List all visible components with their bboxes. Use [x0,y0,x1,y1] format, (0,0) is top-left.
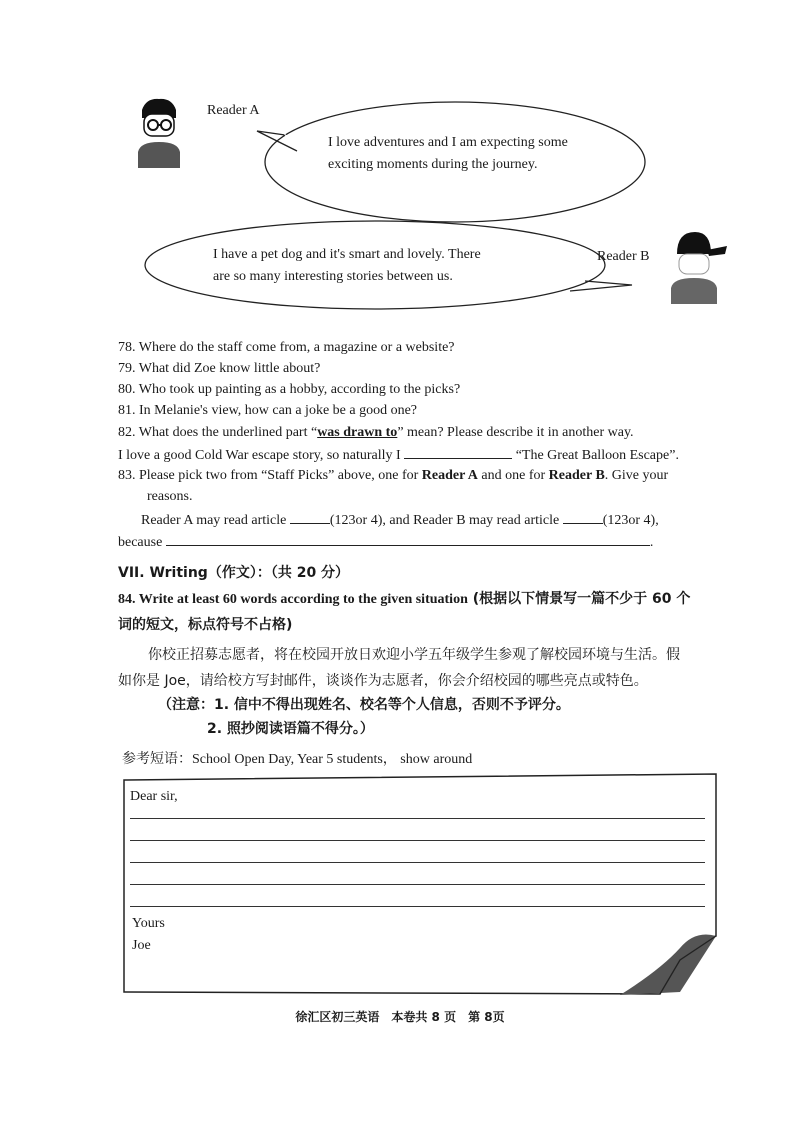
reader-a-avatar [132,96,186,168]
question-78: 78. Where do the staff come from, a magazine or a website? [118,340,455,355]
letter-signature: Joe [132,938,151,953]
writing-line[interactable] [130,884,705,885]
situation-line-2: 如你是 Joe，请给校方写封邮件，谈谈作为志愿者，你会介绍校园的哪些亮点或特色。 [118,673,648,689]
note-2: 2. 照抄阅读语篇不得分。） [207,721,374,737]
writing-line[interactable] [130,906,705,907]
writing-line[interactable] [130,840,705,841]
reader-b-article-blank[interactable] [563,509,603,524]
reader-a-article-blank[interactable] [290,509,330,524]
reader-a-speech-line-2: exciting moments during the journey. [328,157,538,172]
underlined-phrase: was drawn to [317,425,398,440]
reader-b-avatar [665,226,731,304]
question-83: 83. Please pick two from “Staff Picks” above, one for Reader A and one for Reader B. Give your [118,468,669,483]
question-81: 81. In Melanie's view, how can a joke be a good one? [118,403,418,418]
letter-greeting: Dear sir, [130,789,178,804]
reader-b-speech-line-1: I have a pet dog and it's smart and lovely. There [213,247,481,262]
reference-phrases: 参考短语：School Open Day, Year 5 students， show around [122,751,473,767]
question-83-continued: reasons. [147,489,193,504]
reasons-blank[interactable] [166,531,650,546]
question-82: 82. What does the underlined part “was drawn to” mean? Please describe it in another way. [118,425,634,440]
reader-b-label: Reader B [597,249,650,264]
question-80: 80. Who took up painting as a hobby, according to the picks? [118,382,461,397]
reader-a-speech-line-1: I love adventures and I am expecting some [328,135,568,150]
q82-answer-blank[interactable] [404,444,512,459]
letter-closing: Yours [132,916,165,931]
writing-section-heading: VII. Writing（作文）：（共 20 分） [118,565,350,581]
question-79: 79. What did Zoe know little about? [118,361,321,376]
situation-line-1: 你校正招募志愿者，将在校园开放日欢迎小学五年级学生参观了解校园环境与生活。假 [148,647,680,663]
question-84-note: 词的短文，标点符号不占格) [118,617,293,633]
reader-b-speech-line-2: are so many interesting stories between us. [213,269,453,284]
writing-line[interactable] [130,862,705,863]
reader-a-label: Reader A [207,103,260,118]
question-83-because-line: because . [118,531,653,553]
question-83-answer-line: Reader A may read article (123or 4), and Reader B may read article (123or 4), [141,509,659,531]
question-82-sentence: I love a good Cold War escape story, so naturally I “The Great Balloon Escape”. [118,444,679,466]
question-84: 84. Write at least 60 words according to the given situation (根据以下情景写一篇不少于 60 个 [118,591,691,607]
page-footer: 徐汇区初三英语 本卷共 8 页 第 8页 [295,1010,505,1024]
writing-line[interactable] [130,818,705,819]
note-1: （注意：1. 信中不得出现姓名、校名等个人信息，否则不予评分。 [158,697,570,713]
